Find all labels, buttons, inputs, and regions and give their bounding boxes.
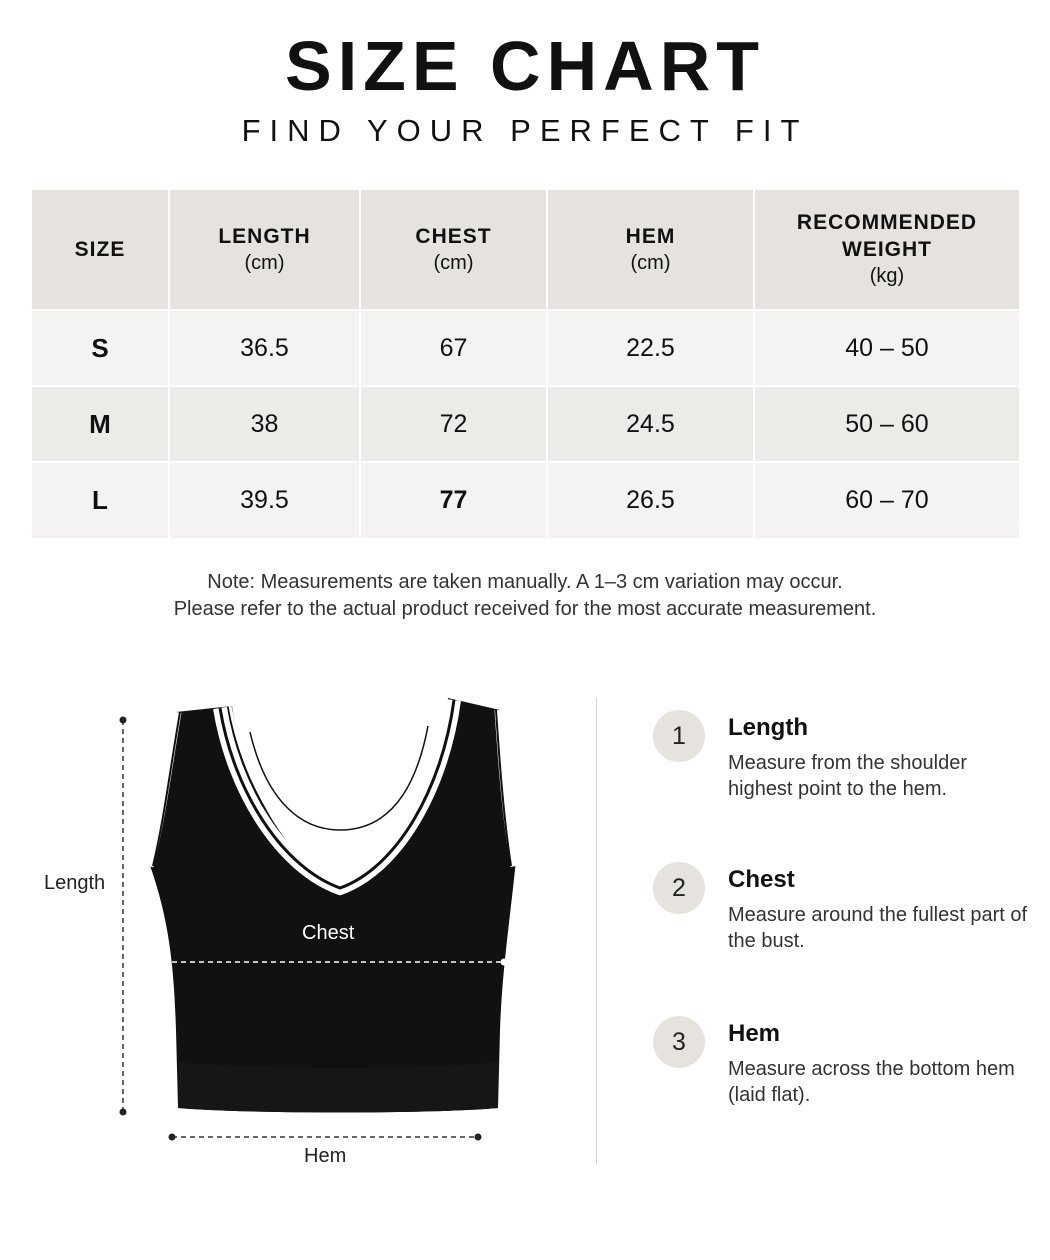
- table-header-row: [32, 190, 1019, 310]
- table-row: [32, 310, 1019, 386]
- chest-cell: 72: [360, 386, 547, 462]
- weight-cell: 50 – 60: [754, 386, 1019, 462]
- hem-cell: 22.5: [547, 310, 754, 386]
- size-table: [32, 190, 1019, 538]
- length-cell: 38: [169, 386, 360, 462]
- back-neckline: [250, 726, 428, 830]
- chest-cell: 77: [360, 462, 547, 538]
- measurement-note: [0, 569, 1050, 623]
- col-header-length: LENGTH (cm): [169, 190, 360, 310]
- page-subtitle: FIND YOUR PERFECT FIT: [241, 113, 809, 148]
- note-line-1: Note: Measurements are taken manually. A 1–3 cm variation may occur.: [207, 571, 843, 593]
- note-line-2: Please refer to the actual product received for the most accurate measurement.: [173, 598, 877, 620]
- size-cell: S: [32, 310, 169, 386]
- col-header-weight: RECOMMENDED WEIGHT (kg): [754, 190, 1019, 310]
- guide-title: Chest: [728, 866, 795, 893]
- table-row: [32, 386, 1019, 462]
- col-header-chest: CHEST (cm): [360, 190, 547, 310]
- hem-band: [178, 1062, 498, 1113]
- hem-cell: 26.5: [547, 462, 754, 538]
- garment-diagram: [30, 690, 590, 1180]
- size-cell: M: [32, 386, 169, 462]
- col-header-hem: HEM (cm): [547, 190, 754, 310]
- length-label: Length: [44, 872, 106, 894]
- weight-cell: 60 – 70: [754, 462, 1019, 538]
- guide-description: Measure across the bottom hem (laid flat).: [728, 1058, 1015, 1106]
- length-cell: 36.5: [169, 310, 360, 386]
- step-number-badge: 1: [653, 710, 705, 762]
- guide-description: Measure around the fullest part of the bust.: [728, 904, 1028, 952]
- garment-body: [148, 698, 516, 1113]
- length-cell: 39.5: [169, 462, 360, 538]
- col-header-size: SIZE: [32, 190, 169, 310]
- hem-label: Hem: [304, 1145, 347, 1167]
- guide-title: Hem: [728, 1020, 781, 1047]
- page-title: SIZE CHART: [285, 27, 765, 105]
- step-number-badge: 2: [653, 862, 705, 914]
- guide-title: Length: [728, 714, 808, 741]
- hem-cell: 24.5: [547, 386, 754, 462]
- chest-cell: 67: [360, 310, 547, 386]
- table-row: [32, 462, 1019, 538]
- step-number-badge: 3: [653, 1016, 705, 1068]
- chest-label: Chest: [302, 922, 355, 944]
- section-divider: [596, 698, 597, 1164]
- weight-cell: 40 – 50: [754, 310, 1019, 386]
- guide-description: Measure from the shoulder highest point to the hem.: [728, 752, 968, 800]
- size-cell: L: [32, 462, 169, 538]
